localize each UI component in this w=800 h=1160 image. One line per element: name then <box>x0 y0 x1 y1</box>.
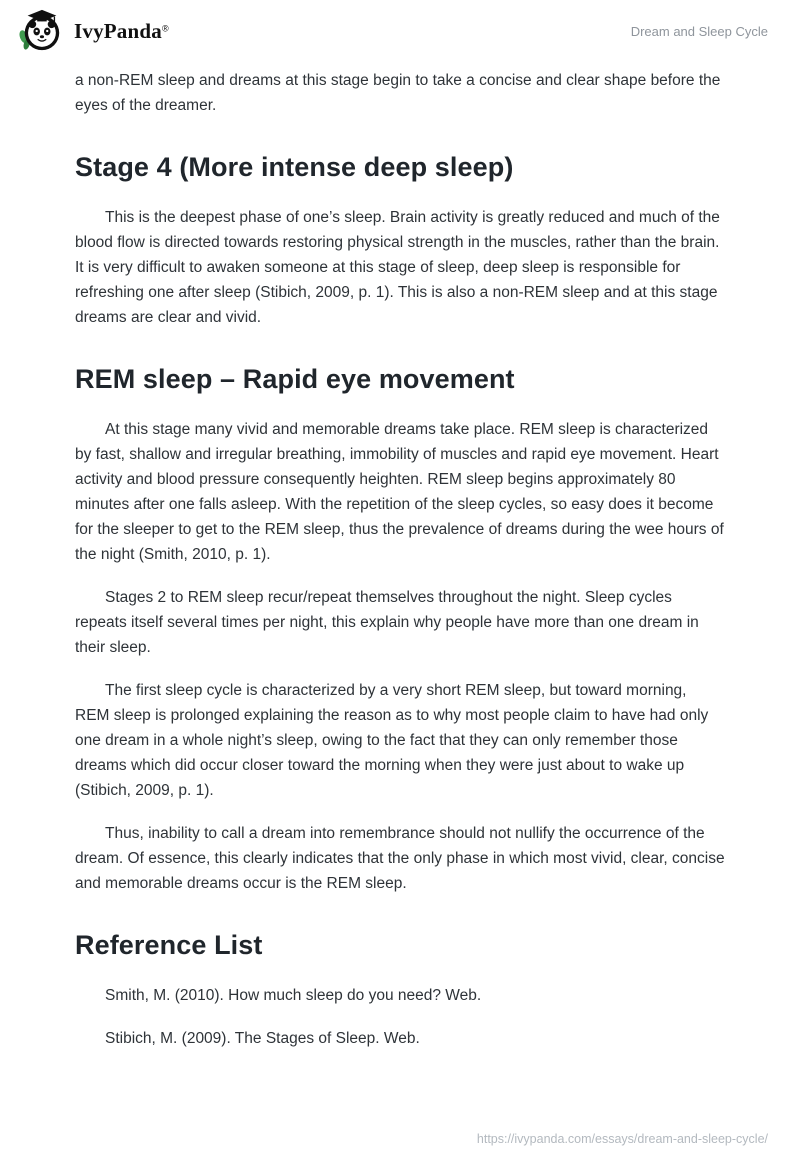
paragraph-continuation: a non-REM sleep and dreams at this stage begin to take a concise and clear shape before the eyes of the dreamer. <box>75 72 721 114</box>
paragraph: This is the deepest phase of one’s sleep. Brain activity is greatly reduced and much of the blood flow is directed towards restoring physical strength in the muscles, rather than the brain. It is very difficult to awaken someone at this stage of sleep, deep sleep is responsible for refreshing one after sleep (Stibich, 2009, p. 1). This is also a non-REM sleep and at this stage dreams are clear and vivid. <box>75 209 720 326</box>
brand <box>18 8 169 54</box>
paragraph: The first sleep cycle is characterized by a very short REM sleep, but toward morning, REM sleep is prolonged explaining the reason as to why most people claim to have had only one dream in a whole night’s sleep, owing to the fact that they can only remember those dreams which did occur closer toward the morning when they were just about to wake up (Stibich, 2009, p. 1). <box>75 682 709 799</box>
document-title: Dream and Sleep Cycle <box>630 23 768 39</box>
reference-item: Stibich, M. (2009). The Stages of Sleep. Web. <box>105 1030 420 1047</box>
paragraph: Stages 2 to REM sleep recur/repeat themselves throughout the night. Sleep cycles repeats itself several times per night, this explain why people have more than one dream in their sleep. <box>75 589 699 656</box>
source-url: https://ivypanda.com/essays/dream-and-sleep-cycle/ <box>476 1132 768 1146</box>
ivypanda-logo-icon <box>18 8 64 54</box>
paragraph: Thus, inability to call a dream into remembrance should not nullify the occurrence of the dream. Of essence, this clearly indicates that the only phase in which most vivid, clear, concise and memorable dreams occur is the REM sleep. <box>75 825 725 892</box>
brand-name-text: IvyPanda <box>74 18 162 43</box>
page-header <box>0 0 800 62</box>
section-heading-reference-list: Reference List <box>75 930 263 960</box>
document-body <box>75 68 725 1069</box>
section-heading-stage-4: Stage 4 (More intense deep sleep) <box>75 152 514 182</box>
paragraph: At this stage many vivid and memorable dreams take place. REM sleep is characterized by fast, shallow and irregular breathing, immobility of muscles and rapid eye movement. Heart activity and blood pressure consequently heighten. REM sleep begins approximately 80 minutes after one falls asleep. With the repetition of the sleep cycles, so easy does it become for the sleeper to get to the REM sleep, thus the prevalence of dreams during the wee hours of the night (Smith, 2010, p. 1). <box>75 421 724 563</box>
registered-mark: ® <box>161 23 169 34</box>
section-heading-rem-sleep: REM sleep – Rapid eye movement <box>75 364 515 394</box>
reference-item: Smith, M. (2010). How much sleep do you need? Web. <box>105 987 482 1004</box>
brand-name <box>74 19 169 44</box>
